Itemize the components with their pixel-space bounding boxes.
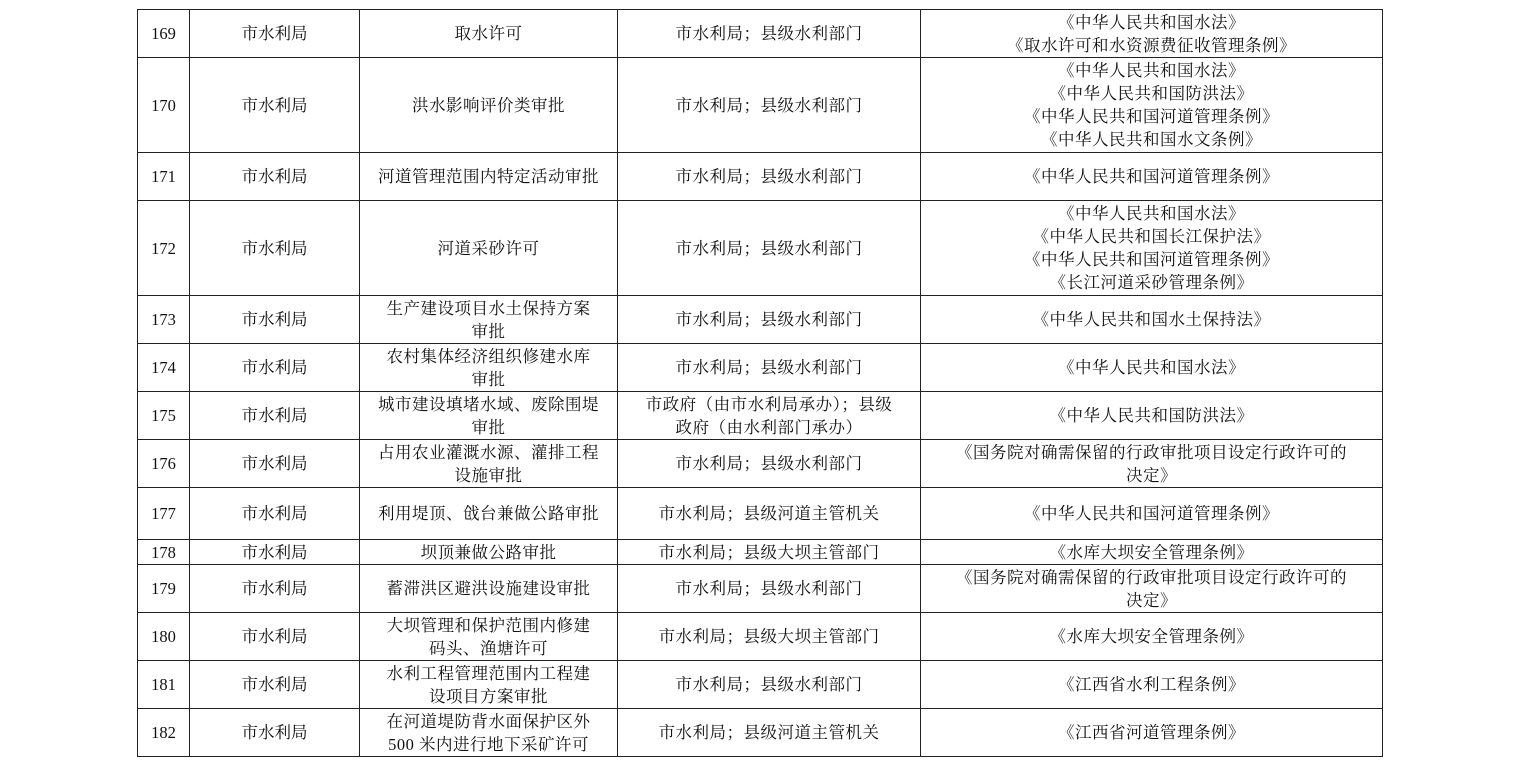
item-name-line: 取水许可 [454, 24, 523, 43]
legal-basis-line: 《中华人民共和国河道管理条例》 [1024, 250, 1279, 269]
legal-basis-line: 《水库大坝安全管理条例》 [1049, 627, 1254, 646]
implementing-body-cell [618, 709, 921, 757]
legal-basis-cell [921, 613, 1383, 661]
row-number-cell: 174 [138, 344, 190, 392]
table-row [138, 344, 1383, 392]
item-name-line: 500 米内进行地下采矿许可 [388, 734, 589, 754]
item-name-line: 在河道堤防背水面保护区外 [386, 711, 591, 731]
department-cell: 市水利局 [190, 344, 360, 392]
item-name-line: 审批 [471, 417, 506, 437]
table-row [138, 661, 1383, 709]
legal-basis-cell [921, 58, 1383, 153]
item-name-cell [360, 661, 618, 709]
implementing-body-cell [618, 565, 921, 613]
row-number-cell: 176 [138, 440, 190, 488]
legal-basis-line: 《取水许可和水资源费征收管理条例》 [1007, 35, 1296, 55]
item-name-cell [360, 201, 618, 296]
implementing-body-line: 市水利局；县级水利部门 [675, 95, 863, 115]
item-name-line: 设项目方案审批 [429, 686, 548, 706]
legal-basis-line: 《江西省水利工程条例》 [1058, 675, 1245, 694]
department-cell: 市水利局 [190, 440, 360, 488]
row-number-cell: 175 [138, 392, 190, 440]
row-number-cell: 173 [138, 296, 190, 344]
item-name-line: 农村集体经济组织修建水库 [386, 346, 591, 366]
department-cell: 市水利局 [190, 10, 360, 58]
item-name-line: 蓄滞洪区避洪设施建设审批 [386, 579, 591, 598]
legal-basis-line: 《中华人民共和国防洪法》 [1049, 406, 1254, 425]
row-number-cell: 178 [138, 540, 190, 565]
legal-basis-line: 《中华人民共和国河道管理条例》 [1024, 107, 1279, 126]
department-cell: 市水利局 [190, 540, 360, 565]
row-number-cell: 182 [138, 709, 190, 757]
table-row [138, 709, 1383, 757]
implementing-body-cell [618, 10, 921, 58]
implementing-body-line: 市水利局；县级大坝主管部门 [658, 627, 880, 646]
legal-basis-cell [921, 296, 1383, 344]
legal-basis-cell [921, 392, 1383, 440]
item-name-cell [360, 613, 618, 661]
item-name-cell [360, 709, 618, 757]
department-cell: 市水利局 [190, 709, 360, 757]
item-name-cell [360, 488, 618, 540]
implementing-body-line: 市水利局；县级水利部门 [675, 358, 863, 377]
implementing-body-line: 市水利局；县级水利部门 [675, 310, 863, 329]
item-name-cell [360, 10, 618, 58]
implementing-body-cell [618, 613, 921, 661]
legal-basis-cell [921, 488, 1383, 540]
item-name-line: 城市建设填堵水域、废除围堤 [378, 394, 599, 414]
item-name-line: 河道采砂许可 [437, 238, 540, 258]
legal-basis-cell [921, 344, 1383, 392]
legal-basis-line: 决定》 [1126, 590, 1177, 610]
legal-basis-cell [921, 565, 1383, 613]
legal-basis-line: 《中华人民共和国水法》 [1058, 61, 1245, 80]
approval-items-table [137, 9, 1383, 757]
legal-basis-line: 《中华人民共和国防洪法》 [1049, 84, 1254, 103]
legal-basis-line: 《中华人民共和国水法》 [1058, 204, 1245, 223]
implementing-body-line: 市水利局；县级水利部门 [675, 454, 863, 473]
row-number-cell: 170 [138, 58, 190, 153]
item-name-line: 洪水影响评价类审批 [412, 95, 565, 115]
table-row [138, 296, 1383, 344]
row-number-cell: 169 [138, 10, 190, 58]
legal-basis-line: 《中华人民共和国河道管理条例》 [1024, 504, 1279, 523]
row-number-cell: 180 [138, 613, 190, 661]
implementing-body-line: 市水利局；县级水利部门 [675, 579, 863, 598]
legal-basis-cell [921, 540, 1383, 565]
implementing-body-line: 市水利局；县级水利部门 [675, 24, 863, 43]
implementing-body-line: 市水利局；县级河道主管机关 [658, 504, 880, 523]
legal-basis-line: 《中华人民共和国河道管理条例》 [1024, 167, 1279, 186]
legal-basis-cell [921, 153, 1383, 201]
department-cell: 市水利局 [190, 565, 360, 613]
item-name-line: 坝顶兼做公路审批 [420, 542, 557, 562]
implementing-body-cell [618, 392, 921, 440]
department-cell: 市水利局 [190, 58, 360, 153]
legal-basis-line: 《中华人民共和国水法》 [1058, 358, 1245, 377]
department-cell: 市水利局 [190, 488, 360, 540]
department-cell: 市水利局 [190, 153, 360, 201]
item-name-line: 河道管理范围内特定活动审批 [378, 167, 599, 186]
item-name-line: 码头、渔塘许可 [429, 638, 548, 658]
department-cell: 市水利局 [190, 296, 360, 344]
implementing-body-cell [618, 540, 921, 565]
row-number-cell: 179 [138, 565, 190, 613]
table-row [138, 488, 1383, 540]
row-number-cell: 177 [138, 488, 190, 540]
implementing-body-line: 市政府（由市水利局承办）；县级 [645, 394, 893, 414]
table-row [138, 201, 1383, 296]
department-cell: 市水利局 [190, 392, 360, 440]
legal-basis-line: 《国务院对确需保留的行政审批项目设定行政许可的 [956, 442, 1347, 462]
legal-basis-line: 《长江河道采砂管理条例》 [1049, 273, 1254, 292]
department-cell: 市水利局 [190, 201, 360, 296]
legal-basis-cell [921, 440, 1383, 488]
implementing-body-line: 政府（由水利部门承办） [675, 417, 863, 437]
legal-basis-cell [921, 201, 1383, 296]
legal-basis-cell [921, 661, 1383, 709]
item-name-cell [360, 153, 618, 201]
table-row [138, 58, 1383, 153]
implementing-body-cell [618, 296, 921, 344]
table-row [138, 153, 1383, 201]
legal-basis-line: 《江西省河道管理条例》 [1058, 723, 1245, 742]
item-name-line: 大坝管理和保护范围内修建 [386, 615, 591, 635]
item-name-cell [360, 392, 618, 440]
row-number-cell: 181 [138, 661, 190, 709]
implementing-body-line: 市水利局；县级水利部门 [675, 238, 863, 258]
item-name-line: 占用农业灌溉水源、灌排工程 [378, 442, 599, 462]
row-number-cell: 171 [138, 153, 190, 201]
item-name-line: 设施审批 [454, 465, 523, 485]
legal-basis-line: 决定》 [1126, 465, 1177, 485]
item-name-cell [360, 540, 618, 565]
implementing-body-line: 市水利局；县级大坝主管部门 [658, 542, 880, 562]
legal-basis-cell [921, 709, 1383, 757]
table-row [138, 392, 1383, 440]
item-name-line: 审批 [471, 369, 506, 389]
legal-basis-line: 《中华人民共和国水法》 [1058, 12, 1245, 32]
implementing-body-cell [618, 58, 921, 153]
item-name-cell [360, 344, 618, 392]
item-name-line: 审批 [471, 321, 506, 341]
legal-basis-line: 《国务院对确需保留的行政审批项目设定行政许可的 [956, 567, 1347, 587]
item-name-cell [360, 440, 618, 488]
table-row [138, 10, 1383, 58]
legal-basis-line: 《中华人民共和国水土保持法》 [1032, 310, 1271, 329]
implementing-body-line: 市水利局；县级河道主管机关 [658, 723, 880, 742]
implementing-body-line: 市水利局；县级水利部门 [675, 675, 863, 694]
legal-basis-line: 《中华人民共和国长江保护法》 [1032, 227, 1271, 246]
implementing-body-cell [618, 488, 921, 540]
table-row [138, 540, 1383, 565]
department-cell: 市水利局 [190, 613, 360, 661]
implementing-body-cell [618, 661, 921, 709]
implementing-body-line: 市水利局；县级水利部门 [675, 167, 863, 186]
legal-basis-cell [921, 10, 1383, 58]
table-row [138, 440, 1383, 488]
item-name-cell [360, 565, 618, 613]
implementing-body-cell [618, 344, 921, 392]
item-name-line: 生产建设项目水土保持方案 [386, 298, 591, 318]
item-name-line: 利用堤顶、戗台兼做公路审批 [378, 504, 599, 523]
legal-basis-line: 《水库大坝安全管理条例》 [1049, 542, 1254, 562]
department-cell: 市水利局 [190, 661, 360, 709]
row-number-cell: 172 [138, 201, 190, 296]
document-page [137, 9, 1383, 757]
implementing-body-cell [618, 440, 921, 488]
item-name-cell [360, 296, 618, 344]
table-row [138, 565, 1383, 613]
table-row [138, 613, 1383, 661]
table-body [138, 10, 1383, 757]
legal-basis-line: 《中华人民共和国水文条例》 [1041, 130, 1262, 149]
implementing-body-cell [618, 201, 921, 296]
item-name-line: 水利工程管理范围内工程建 [386, 663, 591, 683]
implementing-body-cell [618, 153, 921, 201]
item-name-cell [360, 58, 618, 153]
